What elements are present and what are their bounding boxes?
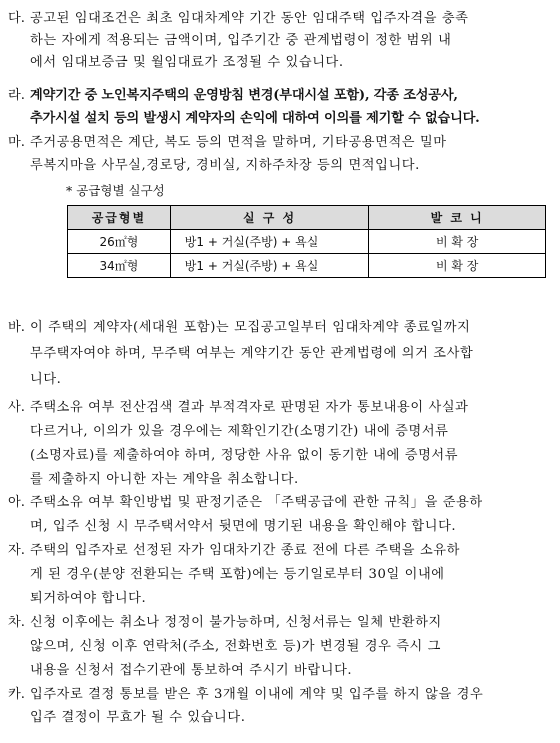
item-line: 주택의 입주자로 선정된 자가 임대차기간 종료 전에 다른 주택을 소유하 bbox=[30, 543, 460, 558]
table-caption: * 공급형별 실구성 bbox=[66, 183, 165, 198]
item-marker: 바. bbox=[8, 320, 25, 335]
item-line: 주택소유 여부 확인방법 및 판정기준은 「주택공급에 관한 규칙」을 준용하 bbox=[30, 495, 483, 510]
item-line: 다르거나, 이의가 있을 경우에는 제확인기간(소명기간) 내에 증명서류 bbox=[30, 424, 449, 439]
item-marker: 다. bbox=[8, 11, 25, 26]
item-line: 니다. bbox=[30, 372, 62, 387]
item-marker: 마. bbox=[8, 135, 25, 150]
item-ka bbox=[8, 683, 552, 729]
item-line: 추가시설 설치 등의 발생시 계약자의 손익에 대하여 이의를 제기할 수 없습니다. bbox=[30, 111, 480, 126]
cell-type: 34㎡형 bbox=[68, 254, 171, 278]
item-line: 입주자로 결정 통보를 받은 후 3개월 이내에 계약 및 입주를 하지 않을 경우 bbox=[30, 687, 484, 702]
item-line: 주거공용면적은 계단, 복도 등의 면적을 말하며, 기타공용면적은 밀마 bbox=[30, 135, 447, 150]
item-a bbox=[8, 491, 552, 539]
item-marker: 카. bbox=[8, 687, 25, 702]
item-marker: 차. bbox=[8, 615, 25, 630]
item-line: 며, 입주 신청 시 무주택서약서 뒷면에 명기된 내용을 확인해야 합니다. bbox=[30, 519, 457, 534]
item-line: 에서 임대보증금 및 월임대료가 조정될 수 있습니다. bbox=[30, 55, 344, 70]
item-ma bbox=[8, 131, 552, 177]
item-line: 를 제출하지 아니한 자는 계약을 취소합니다. bbox=[30, 472, 299, 487]
table-row bbox=[68, 254, 546, 278]
item-ja bbox=[8, 539, 552, 611]
item-marker: 사. bbox=[8, 400, 25, 415]
item-ba bbox=[8, 315, 552, 393]
cell-type: 26㎡형 bbox=[68, 230, 171, 254]
item-marker: 아. bbox=[8, 495, 25, 510]
supply-type-table bbox=[67, 205, 546, 278]
item-ra bbox=[8, 84, 552, 130]
item-marker: 자. bbox=[8, 543, 25, 558]
item-line: (소명자료)를 제출하여야 하며, 정당한 사유 없이 동기한 내에 증명서류 bbox=[30, 448, 459, 463]
table-row bbox=[68, 230, 546, 254]
item-line: 않으며, 신청 이후 연락처(주소, 전화번호 등)가 변경될 경우 즉시 그 bbox=[30, 639, 442, 654]
item-line: 내용을 신청서 접수기관에 통보하여 주시기 바랍니다. bbox=[30, 663, 353, 678]
item-line: 루복지마을 사무실,경로당, 경비실, 지하주차장 등의 면적입니다. bbox=[30, 158, 420, 173]
item-marker: 라. bbox=[8, 88, 25, 103]
item-line: 공고된 임대조건은 최초 임대차계약 기간 동안 임대주택 입주자격을 충족 bbox=[30, 11, 469, 26]
item-line: 주택소유 여부 전산검색 결과 부적격자로 판명된 자가 통보내용이 사실과 bbox=[30, 400, 469, 415]
cell-rooms: 방1 + 거실(주방) + 욕실 bbox=[170, 254, 369, 278]
item-cha bbox=[8, 611, 552, 683]
cell-balcony: 비 확 장 bbox=[369, 230, 546, 254]
item-line: 신청 이후에는 취소나 정정이 불가능하며, 신청서류는 일체 반환하지 bbox=[30, 615, 442, 630]
table-header-row bbox=[68, 206, 546, 230]
item-sa bbox=[8, 396, 552, 492]
cell-rooms: 방1 + 거실(주방) + 욕실 bbox=[170, 230, 369, 254]
item-line: 퇴거하여야 합니다. bbox=[30, 591, 147, 606]
item-line: 게 된 경우(분양 전환되는 주택 포함)에는 등기일로부터 30일 이내에 bbox=[30, 567, 445, 582]
item-line: 계약기간 중 노인복지주택의 운영방침 변경(부대시설 포함), 각종 조성공사, bbox=[30, 88, 458, 103]
column-header-type: 공급형별 bbox=[68, 206, 171, 230]
item-da bbox=[8, 8, 552, 74]
item-line: 무주택자여야 하며, 무주택 여부는 계약기간 동안 관계법령에 의거 조사합 bbox=[30, 346, 474, 361]
column-header-balcony: 발 코 니 bbox=[369, 206, 546, 230]
cell-balcony: 비 확 장 bbox=[369, 254, 546, 278]
item-line: 이 주택의 계약자(세대원 포함)는 모집공고일부터 임대차계약 종료일까지 bbox=[30, 320, 471, 335]
column-header-rooms: 실 구 성 bbox=[170, 206, 369, 230]
item-line: 입주 결정이 무효가 될 수 있습니다. bbox=[30, 710, 246, 725]
item-line: 하는 자에게 적용되는 금액이며, 입주기간 중 관계법령이 정한 범위 내 bbox=[30, 33, 452, 48]
